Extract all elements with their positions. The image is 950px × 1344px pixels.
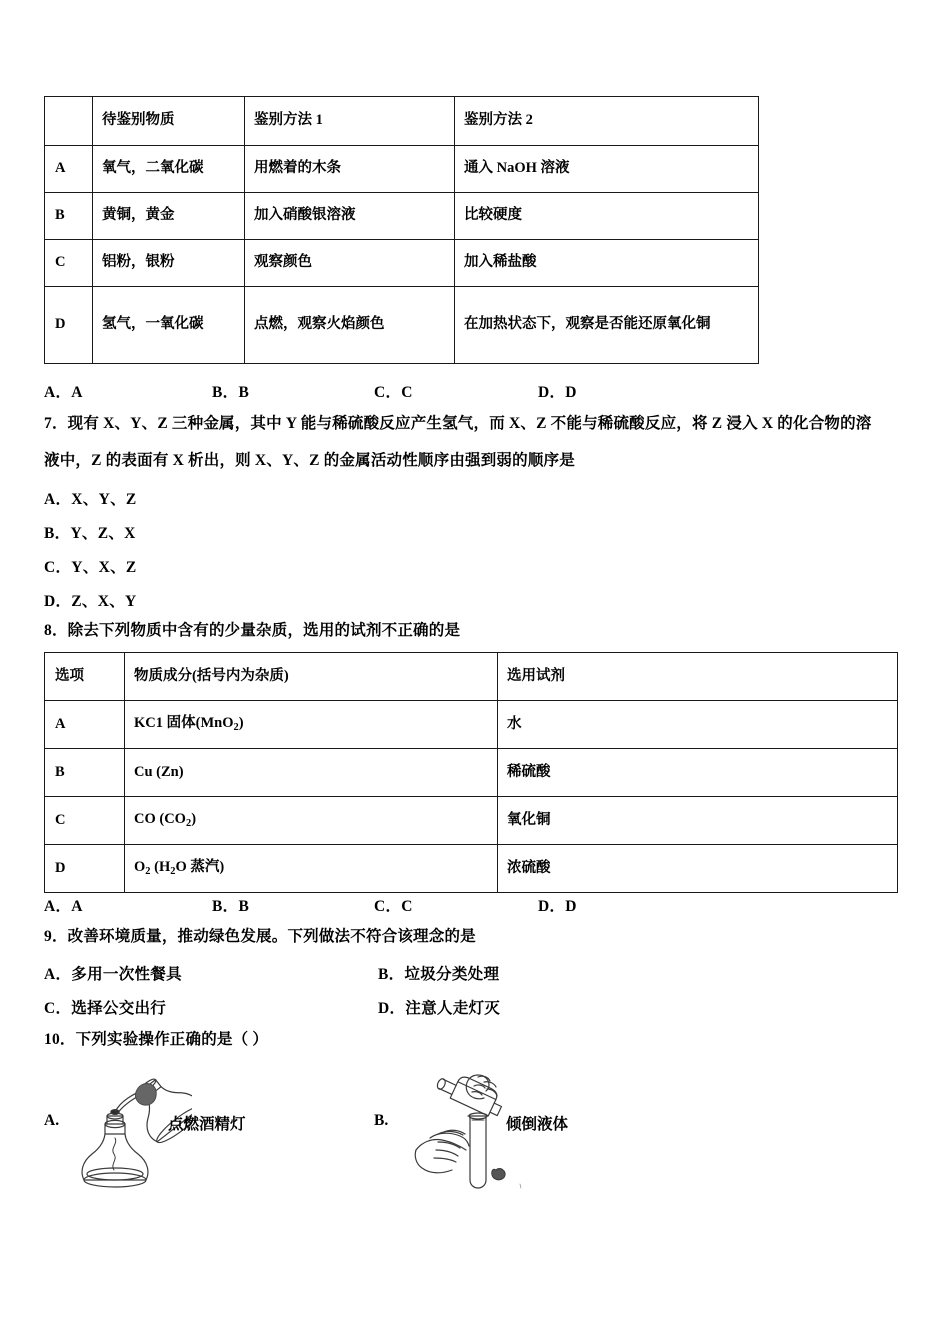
cell-method2-d: 在加热状态下，观察是否能还原氧化铜 [455,287,759,364]
row-index-b: B [45,193,93,240]
table-row [45,797,898,845]
q7-option-b[interactable]: B．Y、Z、X [44,525,136,542]
row-index-a: A [45,146,93,193]
cell-method1-a: 用燃着的木条 [245,146,455,193]
q6-option-d[interactable]: D．D [538,384,577,401]
question-7-stem-line1: 7．现有 X、Y、Z 三种金属，其中 Y 能与稀硫酸反应产生氢气，而 X、Z 不能与稀硫酸反应，将 Z 浸入 X 的化合物的溶 [44,415,872,432]
q8-option-b[interactable]: B．B [212,898,250,915]
table-row [45,845,898,893]
q10-choice-b-caption: 倾倒液体 [506,1116,569,1133]
table-row [45,287,759,364]
header-cell-blank [45,97,93,146]
table-row [45,193,759,240]
cell-composition-a: KC1 固体(MnO$_2$) [125,701,498,749]
q8-option-d[interactable]: D．D [538,898,577,915]
q7-option-c[interactable]: C．Y、X、Z [44,559,137,576]
table-row [45,240,759,287]
q9-option-b[interactable]: B．垃圾分类处理 [378,966,500,983]
cell-reagent-c: 氧化铜 [498,797,898,845]
row-index-b: B [45,749,125,797]
identification-methods-table [44,96,759,364]
table-row [45,749,898,797]
question-7-stem-line2: 液中，Z 的表面有 X 析出，则 X、Y、Z 的金属活动性顺序由强到弱的顺序是 [44,452,575,469]
q10-choice-a-label[interactable]: A. [44,1112,60,1129]
impurity-removal-table [44,652,898,893]
q6-option-c[interactable]: C．C [374,384,413,401]
cell-substance-a: 氧气，二氧化碳 [93,146,245,193]
row-index-d: D [45,287,93,364]
table-row [45,146,759,193]
row-index-c: C [45,797,125,845]
q8-option-a[interactable]: A．A [44,898,83,915]
header-cell-method1: 鉴别方法 1 [245,97,455,146]
table-header-row [45,97,759,146]
q9-option-c[interactable]: C．选择公交出行 [44,1000,167,1017]
cell-substance-c: 铝粉，银粉 [93,240,245,287]
q7-option-d[interactable]: D．Z、X、Y [44,593,137,610]
alcohol-lamp-lighting-icon [62,1078,192,1190]
q6-option-b[interactable]: B．B [212,384,250,401]
row-index-c: C [45,240,93,287]
cell-method2-a: 通入 NaOH 溶液 [455,146,759,193]
row-index-d: D [45,845,125,893]
cell-method2-b: 比较硬度 [455,193,759,240]
cell-method2-c: 加入稀盐酸 [455,240,759,287]
cell-composition-c: CO $(CO_2)$ [125,797,498,845]
q10-choice-a-caption: 点燃酒精灯 [168,1116,246,1133]
header-cell-substance: 待鉴别物质 [93,97,245,146]
question-9-stem: 9．改善环境质量，推动绿色发展。下列做法不符合该理念的是 [44,928,476,945]
q10-choice-b-label[interactable]: B. [374,1112,389,1129]
header-cell-method2: 鉴别方法 2 [455,97,759,146]
q6-option-a[interactable]: A．A [44,384,83,401]
question-10-stem: 10．下列实验操作正确的是（ ） [44,1031,269,1048]
table-row [45,701,898,749]
cell-reagent-a: 水 [498,701,898,749]
cell-reagent-b: 稀硫酸 [498,749,898,797]
cell-method1-b: 加入硝酸银溶液 [245,193,455,240]
q8-option-c[interactable]: C．C [374,898,413,915]
cell-composition-b: Cu (Zn) [125,749,498,797]
q9-option-d[interactable]: D．注意人走灯灭 [378,1000,501,1017]
q7-option-a[interactable]: A．X、Y、Z [44,491,137,508]
cell-reagent-d: 浓硫酸 [498,845,898,893]
cell-method1-d: 点燃，观察火焰颜色 [245,287,455,364]
row-index-a: A [45,701,125,749]
cell-method1-c: 观察颜色 [245,240,455,287]
q9-option-a[interactable]: A．多用一次性餐具 [44,966,182,983]
header-cell-composition: 物质成分(括号内为杂质) [125,653,498,701]
cell-composition-d: $O_2$ ($H_2O$ 蒸汽) [125,845,498,893]
header-cell-reagent: 选用试剂 [498,653,898,701]
cell-substance-d: 氢气，一氧化碳 [93,287,245,364]
question-8-stem: 8．除去下列物质中含有的少量杂质，选用的试剂不正确的是 [44,622,461,639]
cell-substance-b: 黄铜，黄金 [93,193,245,240]
table-header-row [45,653,898,701]
header-cell-option: 选项 [45,653,125,701]
